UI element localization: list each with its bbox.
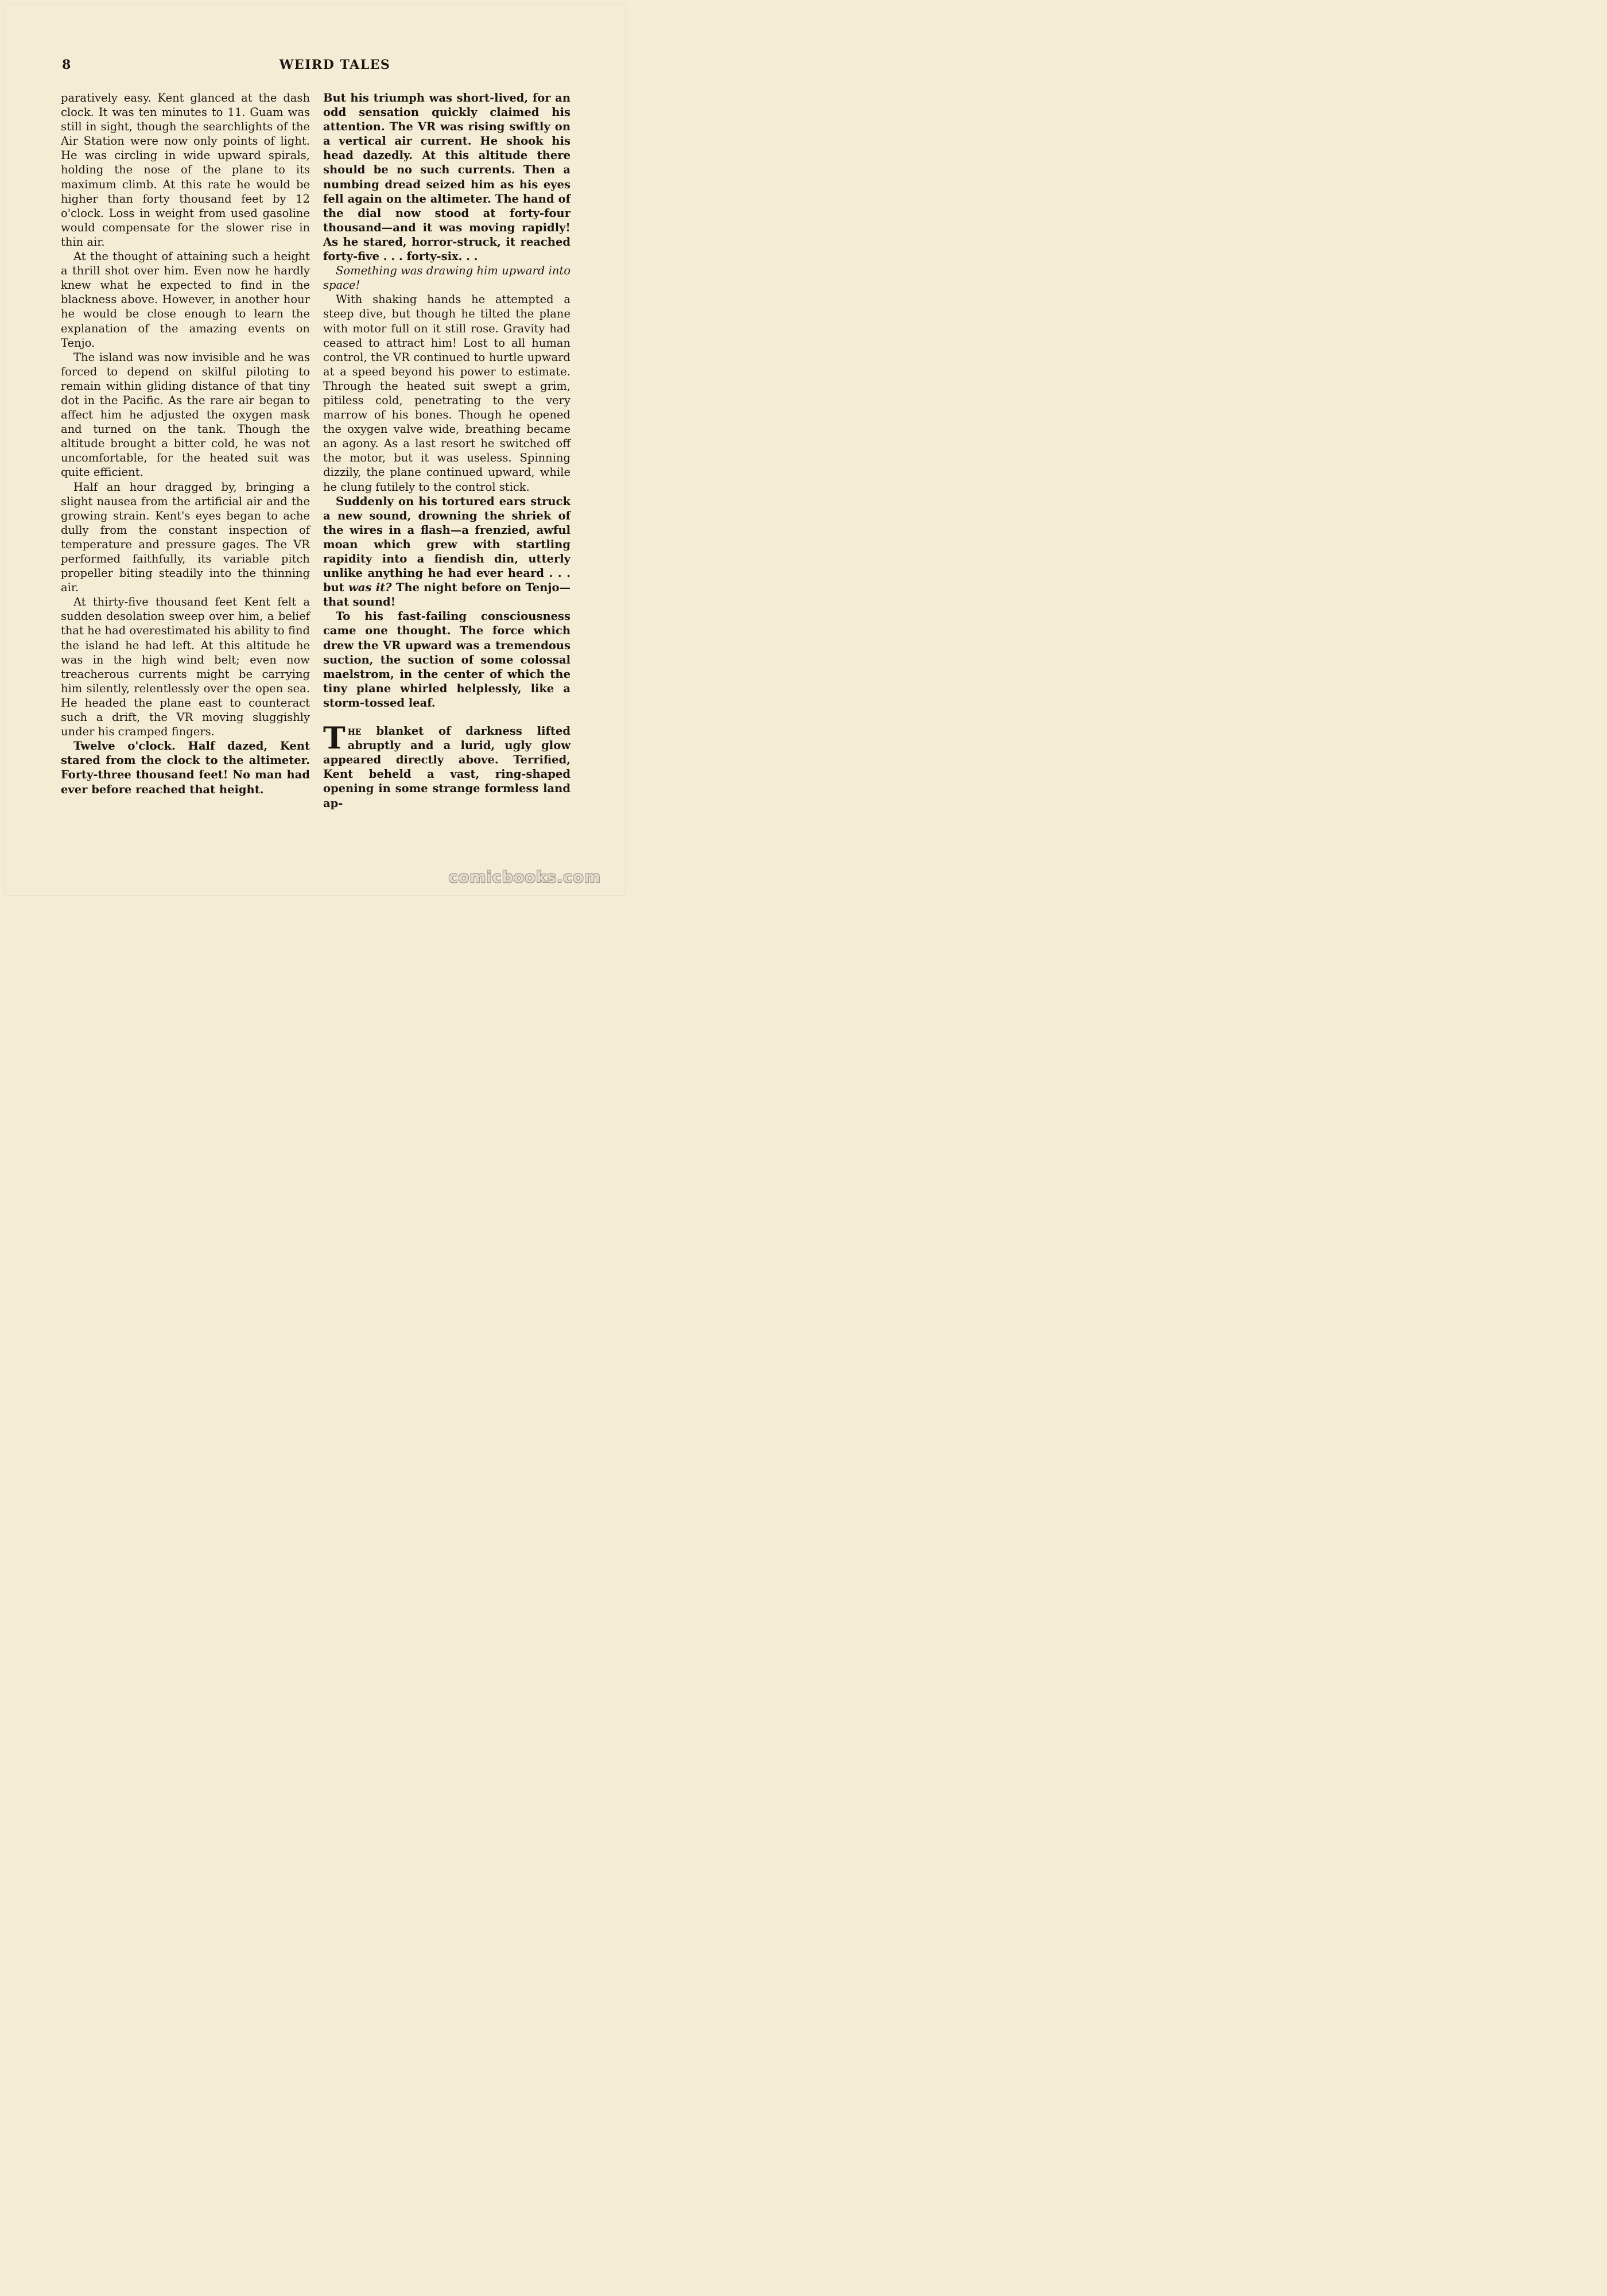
paragraph: At thirty-five thousand feet Kent felt a sudden desolation sweep over him, a belief that he had overestimated his ability to find the island he had left. At this altitude he was in the high wind belt; even now treacherous currents might be carrying him silently, relentlessly over the open sea. He headed the plane east to counteract such a drift, the VR moving sluggishly under his cramped fingers. <box>61 595 310 739</box>
right-column <box>323 91 570 810</box>
drop-cap: T <box>323 721 346 757</box>
paragraph: Half an hour dragged by, bringing a slight nausea from the artificial air and the growing strain. Kent's eyes began to ache dully from the constant inspection of temperature and pressure gages. The VR performed faithfully, its variable pitch propeller biting steadily into the thinning air. <box>61 480 310 595</box>
watermark-logo: comicbooks.com <box>448 868 601 886</box>
text-run: but <box>323 581 344 595</box>
italic-line: Something was drawing him upward into space! <box>323 264 570 292</box>
paragraph: Twelve o'clock. Half dazed, Kent stared from the clock to the altimeter. Forty-three thousand feet! No man had ever before reached that height. <box>61 739 310 796</box>
section-break <box>323 710 570 724</box>
paragraph <box>323 494 570 610</box>
smallcaps-run: he <box>347 724 362 738</box>
running-head <box>62 57 573 75</box>
paragraph: But his triumph was short-lived, for an odd sensation quickly claimed his attention. The VR was rising swiftly on a vertical air current. He shook his head dazedly. At this altitude there should be no such currents. Then a numbing dread seized him as his eyes fell again on the altimeter. The hand of the dial now stood at forty-four thousand—and it was moving rapidly! As he stared, horror-struck, it reached forty-five . . . forty-six. . . <box>323 91 570 263</box>
page-number: 8 <box>62 57 71 72</box>
text-run: blanket of darkness lifted abruptly and a lurid, ugly glow appeared directly above. Terrified, Kent beheld a vast, ring-shaped opening in some strange formless land ap- <box>323 724 570 810</box>
paragraph: To his fast-failing consciousness came one thought. The force which drew the VR upward was a tremendous suction, the suction of some colossal maelstrom, in the center of which the tiny plane whirled helplessly, like a storm-tossed leaf. <box>323 610 570 709</box>
paragraph: The island was now invisible and he was forced to depend on skilful piloting to remain within gliding distance of that tiny dot in the Pacific. As the rare air began to affect him he adjusted the oxygen mask and turned on the tank. Though the altitude brought a bitter cold, he was not uncomfortable, for the heated suit was quite efficient. <box>61 350 310 479</box>
paragraph-dropcap <box>323 721 570 810</box>
text-run: Suddenly on his tortured ears struck a new sound, drowning the shriek of the wires in a flash—a frenzied, awful moan which grew with startling rapidity into a fiendish din, utterly unlike anything he had ever heard . . . <box>323 494 570 580</box>
paragraph-italic <box>323 263 570 292</box>
paragraph: paratively easy. Kent glanced at the dash clock. It was ten minutes to 11. Guam was still in sight, though the searchlights of the Air Station were now only points of light. He was circling in wide upward spirals, holding the nose of the plane to its maximum climb. At this rate he would be higher than forty thousand feet by 12 o'clock. Loss in weight from used gasoline would compensate for the slower rise in thin air. <box>61 91 310 249</box>
left-column <box>61 91 310 797</box>
paragraph: At the thought of attaining such a height a thrill shot over him. Even now he hardly knew what he expected to find in the blackness above. However, in another hour he would be close enough to learn the explanation of the amazing events on Tenjo. <box>61 250 310 350</box>
paragraph: With shaking hands he attempted a steep dive, but though he tilted the plane with motor full on it still rose. Gravity had ceased to attract him! Lost to all human control, the VR continued to hurtle upward at a speed beyond his power to estimate. Through the heated suit swept a grim, pitiless cold, penetrating to the very marrow of his bones. Though he opened the oxygen valve wide, breathing became an agony. As a last resort he switched off the motor, but it was useless. Spinning dizzily, the plane continued upward, while he clung futilely to the control stick. <box>323 293 570 494</box>
magazine-title: WEIRD TALES <box>279 57 391 72</box>
text-run: The night before on Tenjo—that sound! <box>323 581 570 609</box>
italic-run: was it? <box>348 581 392 595</box>
